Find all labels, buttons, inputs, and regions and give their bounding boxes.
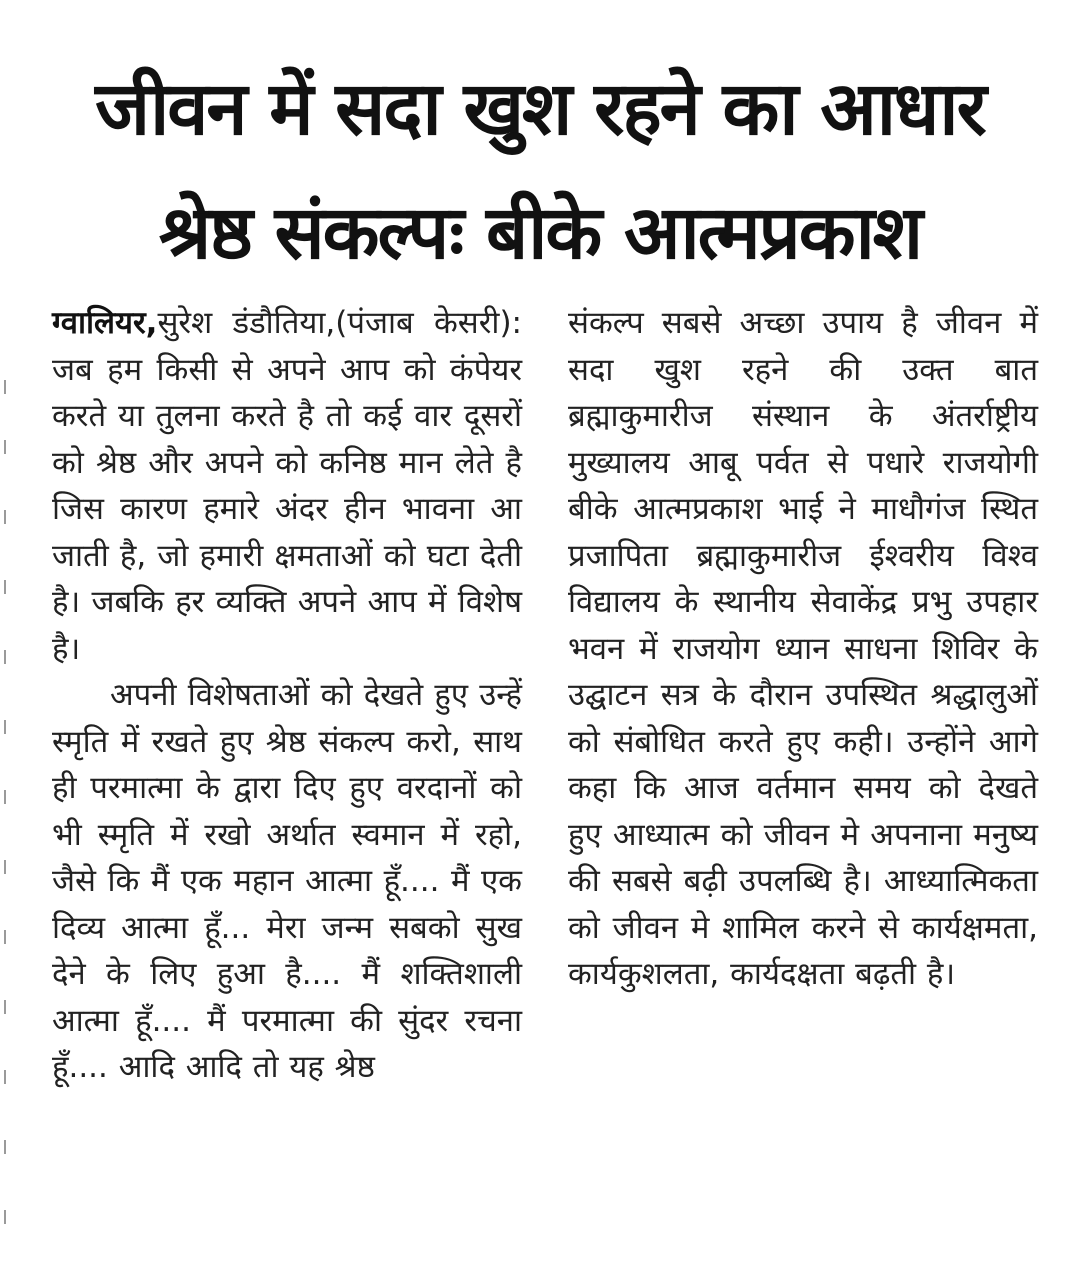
paragraph-text: जब हम किसी से अपने आप को कंपेयर करते या तुलना करते है तो कई वार दूसरों को श्रेष्ठ और अपने को कनिष्ठ मान लेते है जिस कारण हमारे अंदर हीन भावना आ जाती है, जो हमारी क्षमताओं को घटा देती है। जबकि हर व्यक्ति अपने आप में विशेष है। [52, 351, 522, 667]
byline: सुरेश डंडौतिया,(पंजाब केसरी): [157, 305, 522, 341]
article-paragraph: संकल्प सबसे अच्छा उपाय है जीवन में सदा खुश रहने की उक्त बात ब्रह्माकुमारीज संस्थान के अंतर्राष्ट्रीय मुख्यालय आबू पर्वत से पधारे राजयोगी बीके आत्मप्रकाश भाई ने माधौगंज स्थित प्रजापिता ब्रह्माकुमारीज ईश्वरीय विश्व विद्यालय के स्थानीय सेवाकेंद्र प्रभु उपहार भवन में राजयोग ध्यान साधना शिविर के उद्घाटन सत्र के दौरान उपस्थित श्रद्धालुओं को संबोधित करते हुए कही। उन्होंने आगे कहा कि आज वर्तमान समय को देखते हुए आध्यात्म को जीवन मे अपनाना मनुष्य की सबसे बढ़ी उपलब्धि है। आध्यात्मिकता को जीवन मे शामिल करने से कार्यक्षमता, कार्यकुशलता, कार्यदक्षता बढ़ती है। [568, 305, 1038, 992]
headline-line-1: जीवन में सदा खुश रहने का आधार [95, 66, 985, 152]
scan-edge-marks [0, 380, 14, 1240]
article-column-left [52, 300, 522, 1091]
headline-line-2: श्रेष्ठ संकल्पः बीके आत्मप्रकाश [158, 190, 922, 276]
column-gutter [542, 300, 543, 1230]
article-paragraph: अपनी विशेषताओं को देखते हुए उन्हें स्मृति में रखते हुए श्रेष्ठ संकल्प करो, साथ ही परमात्मा के द्वारा दिए हुए वरदानों को भी स्मृति में रखो अर्थात स्वमान में रहो, जैसे कि मैं एक महान आत्मा हूँ.... मैं एक दिव्य आत्मा हूँ... मेरा जन्म सबको सुख देने के लिए हुआ है.... मैं शक्तिशाली आत्मा हूँ.... मैं परमात्मा की सुंदर रचना हूँ.... आदि आदि तो यह श्रेष्ठ [52, 677, 522, 1085]
article-column-right [568, 300, 1038, 998]
dateline: ग्वालियर, [52, 305, 158, 341]
article-paragraph [52, 300, 522, 672]
